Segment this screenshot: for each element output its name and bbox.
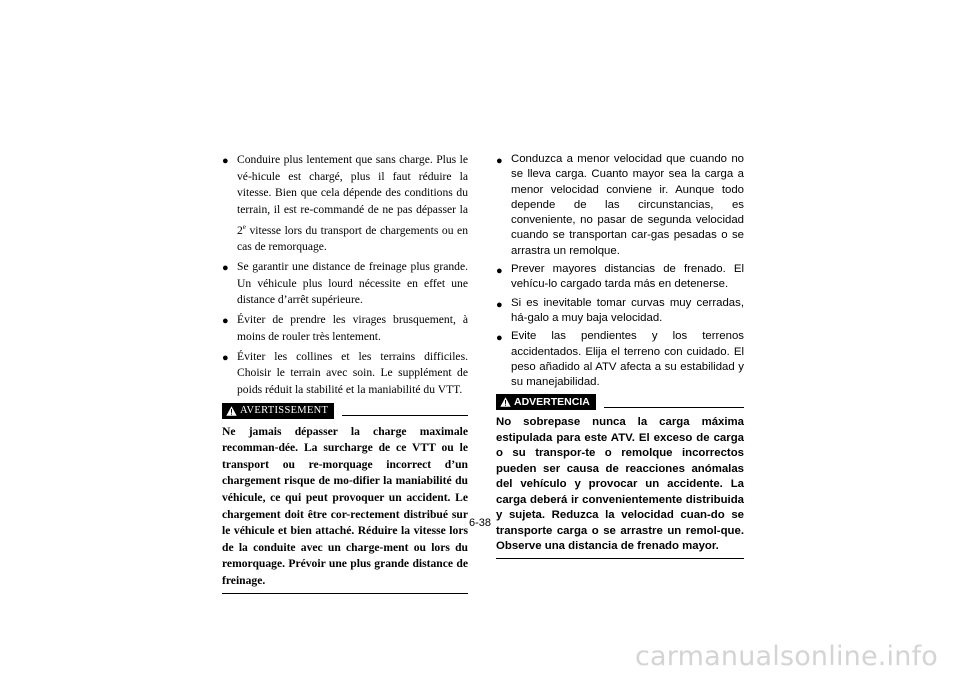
list-item [496,296,744,327]
bullet-icon: ● [496,265,503,278]
warning-triangle-icon [500,397,511,407]
warning-badge [496,394,596,410]
warning-text: No sobrepase nunca la carga máxima estipulada para este ATV. El exceso de carga o su transpor-te o remolque incorrectos pueden ser causa de reacciones anómalas del vehículo y provocar un accidente. La carga deberá ir convenientemente distribuida y sujeta. Reduzca la velocidad cuan-do se transporte carga o se arrastre un remol-que. Observe una distancia de frenado mayor. [496,416,744,553]
list-item-text: Éviter de prendre les virages brusquement, à moins de rouler très lentement. [237,313,468,343]
list-item-text: Conduzca a menor velocidad que cuando no se lleva carga. Cuanto mayor sea la carga a menor velocidad conviene ir. Aunque todo depende de las circunstancias, es conveniente, no pasar de segunda velocidad cuando se transportan car-gas pesadas o se arrastra un remolque. [511,153,744,257]
list-item [222,152,468,256]
list-item [222,349,468,399]
warning-end-rule [496,558,744,559]
list-item [222,312,468,345]
warning-label: AVERTISSEMENT [240,405,329,417]
watermark: carmanualsonline.info [635,641,938,672]
warning-label: ADVERTENCIA [514,396,590,409]
bullet-icon: ● [222,315,229,328]
list-item-text: Se garantir une distance de freinage plus grande. Un véhicule plus lourd nécessite en effet une distance d’arrêt supérieure. [237,260,468,307]
warning-end-rule [222,593,468,594]
bullet-icon: ● [222,262,229,275]
bullet-icon: ● [222,155,229,167]
warning-rule [342,415,468,416]
list-item-text: Si es inevitable tomar curvas muy cerradas, há-galo a muy baja velocidad. [511,296,744,324]
warning-badge [222,403,334,419]
list-item-text: Éviter les collines et les terrains difficiles. Choisir le terrain avec soin. Le supplément de poids réduit la stabilité et la maniabilité du VTT. [237,349,468,396]
warning-rule [604,407,744,408]
list-item [496,152,744,259]
list-item-text: Evite las pendientes y los terrenos accidentados. Elija el terreno con cuidado. El peso añadido al ATV afecta a su estabilidad y su manejabilidad. [511,330,744,389]
warning-triangle-icon [226,406,237,416]
list-item-text: Conduire plus lentement que sans charge. Plus le vé-hicule est chargé, plus il faut réduire la vitesse. Bien que cela dépende des conditions du terrain, il est re-commandé de ne pas dépasser la 2e vitesse lors du transport de chargements ou en cas de remorquage. [237,153,468,254]
bullet-icon: ● [496,155,503,167]
bullet-icon: ● [496,298,503,311]
warning-text: Ne jamais dépasser la charge maximale recomman-dée. La surcharge de ce VTT ou le transport ou re-morquage incorrect d’un chargement risque de mo-difier la maniabilité du véhicule, ce qui peut provoquer un accident. Le chargement doit être cor-rectement distribué sur le véhicule et bien attaché. Réduire la vitesse lors de la conduite avec un charge-ment ou lors du remorquage. Prévoir une plus grande distance de freinage. [222,424,468,588]
bullet-icon: ● [496,332,503,345]
superscript: e [242,222,246,231]
bullet-icon: ● [222,351,229,364]
warning-header [496,394,744,410]
list-item-text: Prever mayores distancias de frenado. El vehícu-lo cargado tarda más en detenerse. [511,263,744,291]
french-column [222,152,468,594]
list-item [222,259,468,309]
list-item [496,262,744,293]
page-number: 6-38 [468,517,492,529]
warning-header [222,403,468,419]
list-item [496,329,744,390]
spanish-column [496,152,744,559]
